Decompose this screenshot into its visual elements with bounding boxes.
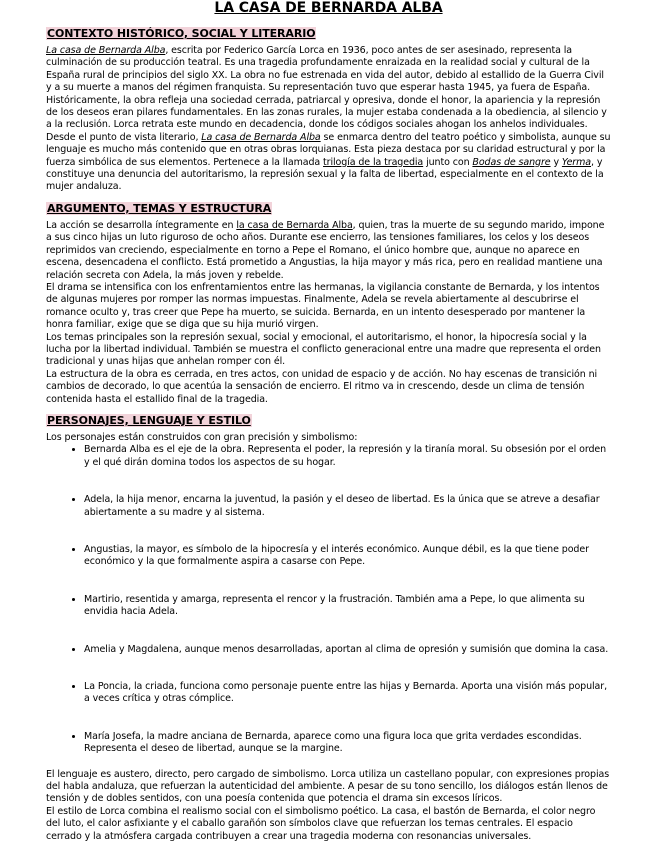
list-item: • Bernarda Alba es el eje de la obra. Representa el poder, la represión y la tiranía moral. Su obsesión por el orden y el qué dirán domina todos los aspectos de su hogar. xyxy=(84,444,611,469)
paragraph: El lenguaje es austero, directo, pero cargado de simbolismo. Lorca utiliza un castellano popular, con expresiones propias del habla andaluza, que refuerzan la autenticidad del ambiente. A pesar de su tono sencillo, los diálogos están llenos de tensión y de dobles sentidos, con una poesía contenida que potencia el drama sin excesos líricos. xyxy=(46,768,610,805)
list-item: • Martirio, resentida y amarga, representa el rencor y la frustración. También ama a Pepe, lo que alimenta su envidia hacia Adela. xyxy=(84,594,611,619)
paragraph: El drama se intensifica con los enfrentamientos entre las hermanas, la vigilancia constante de Bernarda, y los intentos de algunas mujeres por romper las normas impuestas. Finalmente, Adela se revela abiertamente al descubrirse el romance oculto y, tras creer que Pepe ha muerto, se suicida. Bernarda, en un intento desesperado por mantener la honra familiar, exige que se diga que su hija murió virgen. xyxy=(46,281,600,331)
list-item: • Amelia y Magdalena, aunque menos desarrolladas, aportan al clima de opresión y sumisión que domina la casa. xyxy=(84,644,611,656)
list-item: • María Josefa, la madre anciana de Bernarda, aparece como una figura loca que grita verdades escondidas. Representa el deseo de libertad, aunque se la margine. xyxy=(84,731,611,756)
paragraph: Desde el punto de vista literario, La casa de Bernarda Alba se enmarca dentro del teatro poético y simbolista, aunque su lenguaje es mucho más contenido que en otras obras lorquianas. Esta pieza destaca por su claridad estructural y por la fuerza simbólica de sus elementos. Pertenece a la llamada trilogía de la tragedia junto con Bodas de sangre y Yerma, y constituye una denuncia del autoritarismo, la represión sexual y la falta de libertad, especialmente en el contexto de la mujer andaluza. xyxy=(46,131,611,193)
paragraph: La casa de Bernarda Alba, escrita por Federico García Lorca en 1936, poco antes de ser asesinado, representa la culminación de su producción teatral. Es una tragedia profundamente enraizada en la realidad social y cultural de la España rural de principios del siglo XX. La obra no fue estrenada en vida del autor, debido al estallido de la Guerra Civil y a su muerte a manos del régimen franquista. Su representación tuvo que esperar hasta 1945, ya fuera de España. xyxy=(46,45,604,94)
house-link[interactable]: la casa de Bernarda Alba xyxy=(236,219,353,231)
work-title-link[interactable]: La casa de Bernarda Alba xyxy=(46,45,166,56)
section-heading-characters: PERSONAJES, LENGUAJE Y ESTILO xyxy=(47,413,251,427)
paragraph: Los personajes están construidos con gran precisión y simbolismo: xyxy=(46,431,358,443)
paragraph: La acción se desarrolla íntegramente en la casa de Bernarda Alba, quien, tras la muerte de su segundo marido, impone a sus cinco hijas un luto riguroso de ocho años. Durante ese encierro, las tensiones familiares, los celos y los deseos reprimidos van creciendo, especialmente en torno a Pepe el Romano, el único hombre que, aunque no aparece en escena, desencadena el conflicto. Está prometido a Angustias, la hija mayor y más rica, pero en realidad mantiene una relación secreta con Adela, la más joven y rebelde. xyxy=(46,219,605,281)
bodas-de-sangre-link[interactable]: Bodas de sangre xyxy=(472,156,551,168)
paragraph: La estructura de la obra es cerrada, en tres actos, con unidad de espacio y de acción. No hay escenas de transición ni cambios de decorado, lo que acentúa la sensación de encierro. El ritmo va in crescendo, desde un clima de tensión contenida hasta el estallido final de la tragedia. xyxy=(46,368,598,405)
yerma-link[interactable]: Yerma xyxy=(561,156,591,168)
paragraph: Los temas principales son la represión sexual, social y emocional, el autoritarismo, el honor, la hipocresía social y la lucha por la libertad individual. También se muestra el conflicto generacional entre una madre que representa el orden tradicional y unas hijas que anhelan romper con él. xyxy=(46,331,601,368)
list-item: • La Poncia, la criada, funciona como personaje puente entre las hijas y Bernarda. Aporta una visión más popular, a veces crítica y otras cómplice. xyxy=(84,681,611,706)
paragraph: Históricamente, la obra refleja una sociedad cerrada, patriarcal y opresiva, donde el honor, la apariencia y la represión de los deseos eran pilares fundamentales. En las zonas rurales, la mujer estaba condenada a la obediencia, al silencio y a la reclusión. Lorca retrata este mundo en decadencia, donde los códigos sociales ahogan los anhelos individuales. xyxy=(46,94,607,131)
trilogy-link[interactable]: trilogía de la tragedia xyxy=(323,156,424,168)
section-characters xyxy=(46,414,611,843)
section-plot xyxy=(46,202,611,406)
work-title-link[interactable]: La casa de Bernarda Alba xyxy=(201,131,321,143)
section-heading-context: CONTEXTO HISTÓRICO, SOCIAL Y LITERARIO xyxy=(47,27,316,40)
section-context xyxy=(46,27,611,194)
document-title: LA CASA DE BERNARDA ALBA xyxy=(214,0,443,16)
section-heading-plot: ARGUMENTO, TEMAS Y ESTRUCTURA xyxy=(47,201,272,215)
list-item: • Angustias, la mayor, es símbolo de la hipocresía y el interés económico. Aunque débil, es la que tiene poder económico y la que formalmente aspira a casarse con Pepe. xyxy=(84,544,611,569)
paragraph: El estilo de Lorca combina el realismo social con el simbolismo poético. La casa, el bastón de Bernarda, el color negro del luto, el calor asfixiante y el caballo garañón son símbolos clave que refuerzan los temas centrales. El espacio cerrado y la atmósfera cargada contribuyen a crear una tragedia moderna con resonancias universales. xyxy=(46,805,596,842)
list-item: • Adela, la hija menor, encarna la juventud, la pasión y el deseo de libertad. Es la única que se atreve a desafiar abiertamente a su madre y al sistema. xyxy=(84,494,611,519)
character-list xyxy=(46,444,611,755)
